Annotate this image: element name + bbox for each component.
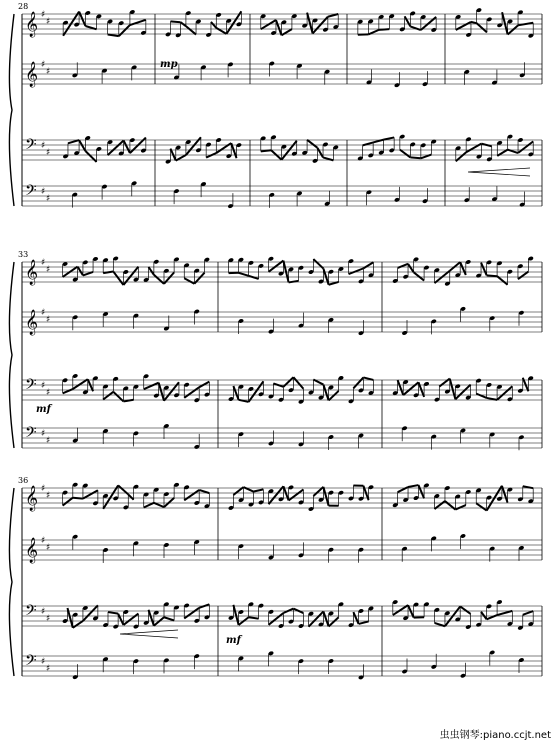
sharp-sign: ♯ xyxy=(41,607,46,617)
system-brace xyxy=(9,14,14,206)
beam xyxy=(249,276,259,279)
beam xyxy=(128,494,133,499)
sharp-sign: ♯ xyxy=(41,141,46,151)
beam xyxy=(497,611,512,615)
treble-clef: 𝄞 xyxy=(25,310,39,335)
beam xyxy=(323,269,328,285)
beam xyxy=(445,606,460,626)
beam xyxy=(253,489,263,491)
beam xyxy=(124,140,130,153)
beam xyxy=(79,140,85,151)
hairpin xyxy=(120,630,178,638)
beam xyxy=(63,389,73,393)
beam xyxy=(328,14,338,17)
beam xyxy=(282,29,292,35)
beam xyxy=(119,25,130,36)
beam xyxy=(184,490,199,500)
sharp-sign: ♯ xyxy=(46,17,51,27)
sharp-sign: ♯ xyxy=(46,614,51,624)
sharp-sign: ♯ xyxy=(41,657,46,667)
treble-clef: 𝄞 xyxy=(25,538,39,563)
beam xyxy=(233,386,238,400)
beam xyxy=(233,605,238,625)
beam xyxy=(216,143,231,153)
beam xyxy=(211,22,216,28)
beam xyxy=(349,268,364,274)
measure-number: 28 xyxy=(18,2,29,11)
sharp-sign: ♯ xyxy=(46,436,51,446)
beam xyxy=(384,137,395,139)
sharp-sign: ♯ xyxy=(41,10,46,20)
beam xyxy=(184,608,199,619)
beam xyxy=(471,22,477,23)
beam xyxy=(239,273,249,276)
beam xyxy=(398,264,408,268)
sharp-sign: ♯ xyxy=(46,67,51,77)
beam xyxy=(329,391,339,400)
beam xyxy=(289,489,304,500)
sharp-sign: ♯ xyxy=(46,265,51,275)
beam xyxy=(508,25,518,34)
beam xyxy=(63,498,73,506)
beam xyxy=(73,498,83,499)
beam xyxy=(353,612,358,624)
beam xyxy=(159,383,164,401)
beam xyxy=(476,503,486,510)
beam xyxy=(199,490,209,493)
beam xyxy=(123,614,138,625)
dynamic-marking: mf xyxy=(36,404,51,415)
beam xyxy=(154,275,164,284)
beam xyxy=(149,267,154,275)
beam xyxy=(307,140,317,148)
beam xyxy=(149,610,154,626)
beam xyxy=(329,617,339,626)
beam xyxy=(164,617,174,620)
beam xyxy=(455,505,465,510)
beam xyxy=(231,143,236,158)
beam xyxy=(73,379,88,389)
beam xyxy=(184,278,194,283)
beam xyxy=(497,276,507,285)
beam xyxy=(108,612,118,614)
beam xyxy=(184,387,199,398)
beam xyxy=(154,617,164,625)
beam xyxy=(460,262,466,275)
measure-number: 33 xyxy=(18,250,29,259)
beam xyxy=(481,612,487,620)
beam xyxy=(403,382,418,395)
beam xyxy=(363,377,373,380)
beam xyxy=(363,262,373,268)
beam xyxy=(283,261,288,283)
sharp-sign: ♯ xyxy=(46,148,51,158)
bass-clef: 𝄢 xyxy=(25,602,37,623)
bass-clef: 𝄢 xyxy=(25,182,37,203)
sharp-sign: ♯ xyxy=(41,187,46,197)
beam xyxy=(400,150,411,158)
beam xyxy=(329,282,339,285)
dynamic-marking: mf xyxy=(226,635,241,646)
beam xyxy=(408,485,418,487)
beam xyxy=(108,35,119,37)
sharp-sign: ♯ xyxy=(41,429,46,439)
beam xyxy=(323,611,328,626)
beam xyxy=(460,606,470,614)
beam xyxy=(85,151,96,162)
beam xyxy=(353,377,363,388)
dynamic-marking: mp xyxy=(160,59,178,70)
treble-clef: 𝄞 xyxy=(25,260,39,285)
sharp-sign: ♯ xyxy=(41,258,46,268)
beam xyxy=(518,141,533,153)
beam xyxy=(170,149,175,161)
beam xyxy=(405,16,411,26)
beam xyxy=(398,380,404,395)
beam xyxy=(414,272,424,280)
beam xyxy=(83,490,98,498)
beam xyxy=(523,611,533,615)
beam xyxy=(186,26,196,34)
system-brace xyxy=(9,488,14,676)
beam xyxy=(261,20,276,29)
sharp-sign: ♯ xyxy=(41,381,46,391)
system-brace xyxy=(9,262,14,448)
bass-clef: 𝄢 xyxy=(25,376,37,397)
treble-clef: 𝄞 xyxy=(25,486,39,511)
beam xyxy=(393,605,408,615)
beam xyxy=(418,485,424,498)
beam xyxy=(144,503,154,508)
beam xyxy=(477,23,487,32)
sharp-sign: ♯ xyxy=(46,315,51,325)
treble-clef: 𝄞 xyxy=(25,12,39,37)
beam xyxy=(276,20,282,35)
beam xyxy=(113,272,123,285)
bass-clef: 𝄢 xyxy=(25,136,37,157)
beam xyxy=(487,398,497,400)
beam xyxy=(359,621,369,624)
beam xyxy=(249,381,264,402)
beam xyxy=(73,621,83,628)
beam xyxy=(379,29,390,30)
beam xyxy=(502,486,508,503)
sharp-sign: ♯ xyxy=(46,543,51,553)
beam xyxy=(83,272,93,275)
sharp-sign: ♯ xyxy=(41,536,46,546)
beam xyxy=(317,148,323,158)
beam xyxy=(307,13,313,34)
beam xyxy=(144,383,159,390)
beam xyxy=(323,385,328,401)
beam xyxy=(502,12,508,34)
beam xyxy=(518,272,528,280)
beam xyxy=(154,503,164,507)
beam xyxy=(481,263,487,276)
sharp-sign: ♯ xyxy=(41,308,46,318)
beam xyxy=(293,377,303,389)
beam xyxy=(164,498,174,507)
beam xyxy=(170,21,180,22)
treble-clef: 𝄞 xyxy=(25,62,39,87)
beam xyxy=(487,275,497,276)
site-watermark: 虫虫钢琴:piano.ccjt.net xyxy=(439,730,551,741)
measure-number: 36 xyxy=(18,476,29,485)
beam xyxy=(450,379,456,400)
beam xyxy=(269,613,284,625)
beam xyxy=(269,486,284,504)
beam xyxy=(261,150,271,151)
beam xyxy=(118,614,123,625)
beam xyxy=(249,617,259,618)
beam xyxy=(450,262,460,271)
sharp-sign: ♯ xyxy=(46,664,51,674)
beam xyxy=(103,392,113,400)
beam xyxy=(408,264,414,273)
sharp-sign: ♯ xyxy=(41,60,46,70)
beam xyxy=(476,394,486,398)
beam xyxy=(78,267,83,276)
sharp-sign: ♯ xyxy=(46,388,51,398)
sharp-sign: ♯ xyxy=(46,194,51,204)
beam xyxy=(481,144,491,147)
sharp-sign: ♯ xyxy=(41,484,46,494)
beam xyxy=(199,382,209,388)
beam xyxy=(68,140,79,143)
sharp-sign: ♯ xyxy=(46,491,51,501)
beam xyxy=(410,26,421,30)
beam xyxy=(283,377,293,387)
beam xyxy=(410,157,421,158)
hairpin xyxy=(468,168,530,176)
bass-clef: 𝄢 xyxy=(25,652,37,673)
bass-clef: 𝄢 xyxy=(25,424,37,445)
beam xyxy=(518,23,533,26)
